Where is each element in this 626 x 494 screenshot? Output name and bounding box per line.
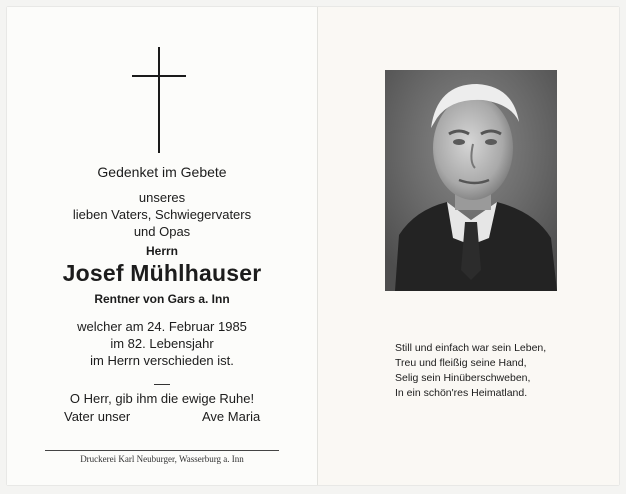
age-line: im 82. Lebensjahr: [110, 336, 214, 351]
deceased-subtitle: Rentner von Gars a. Inn: [94, 292, 230, 306]
prayer-vater-unser: Vater unser: [64, 409, 131, 424]
death-phrase-line: im Herrn verschieden ist.: [90, 353, 234, 368]
footer-rule: [45, 450, 279, 451]
text-unseres: unseres: [138, 190, 186, 205]
text-relations: lieben Vaters, Schwiegervaters: [72, 207, 252, 222]
memorial-card: [7, 7, 619, 485]
deceased-name: Josef Mühlhauser: [62, 260, 262, 286]
prayer-line: O Herr, gib ihm die ewige Ruhe!: [69, 391, 255, 406]
death-date-line: welcher am 24. Februar 1985: [77, 319, 247, 334]
poem-line: Selig sein Hinüberschweben,: [395, 372, 531, 384]
right-panel: [318, 7, 619, 485]
prayer-row: [7, 409, 317, 427]
left-panel: [7, 7, 317, 485]
printer-credit: Druckerei Karl Neuburger, Wasserburg a. Inn: [80, 454, 244, 464]
poem: [395, 341, 605, 401]
poem-line: In ein schön'res Heimatland.: [395, 387, 528, 399]
separator: [154, 384, 170, 385]
prayer-ave-maria: Ave Maria: [202, 409, 261, 424]
heading: Gedenket im Gebete: [97, 164, 227, 180]
poem-line: Treu und fleißig seine Hand,: [395, 357, 527, 369]
text-und-opas: und Opas: [133, 224, 191, 239]
portrait-photo: [385, 70, 557, 291]
cross-icon: [132, 47, 188, 157]
title-prefix: Herrn: [145, 244, 178, 258]
poem-line: Still und einfach war sein Leben,: [395, 342, 547, 354]
